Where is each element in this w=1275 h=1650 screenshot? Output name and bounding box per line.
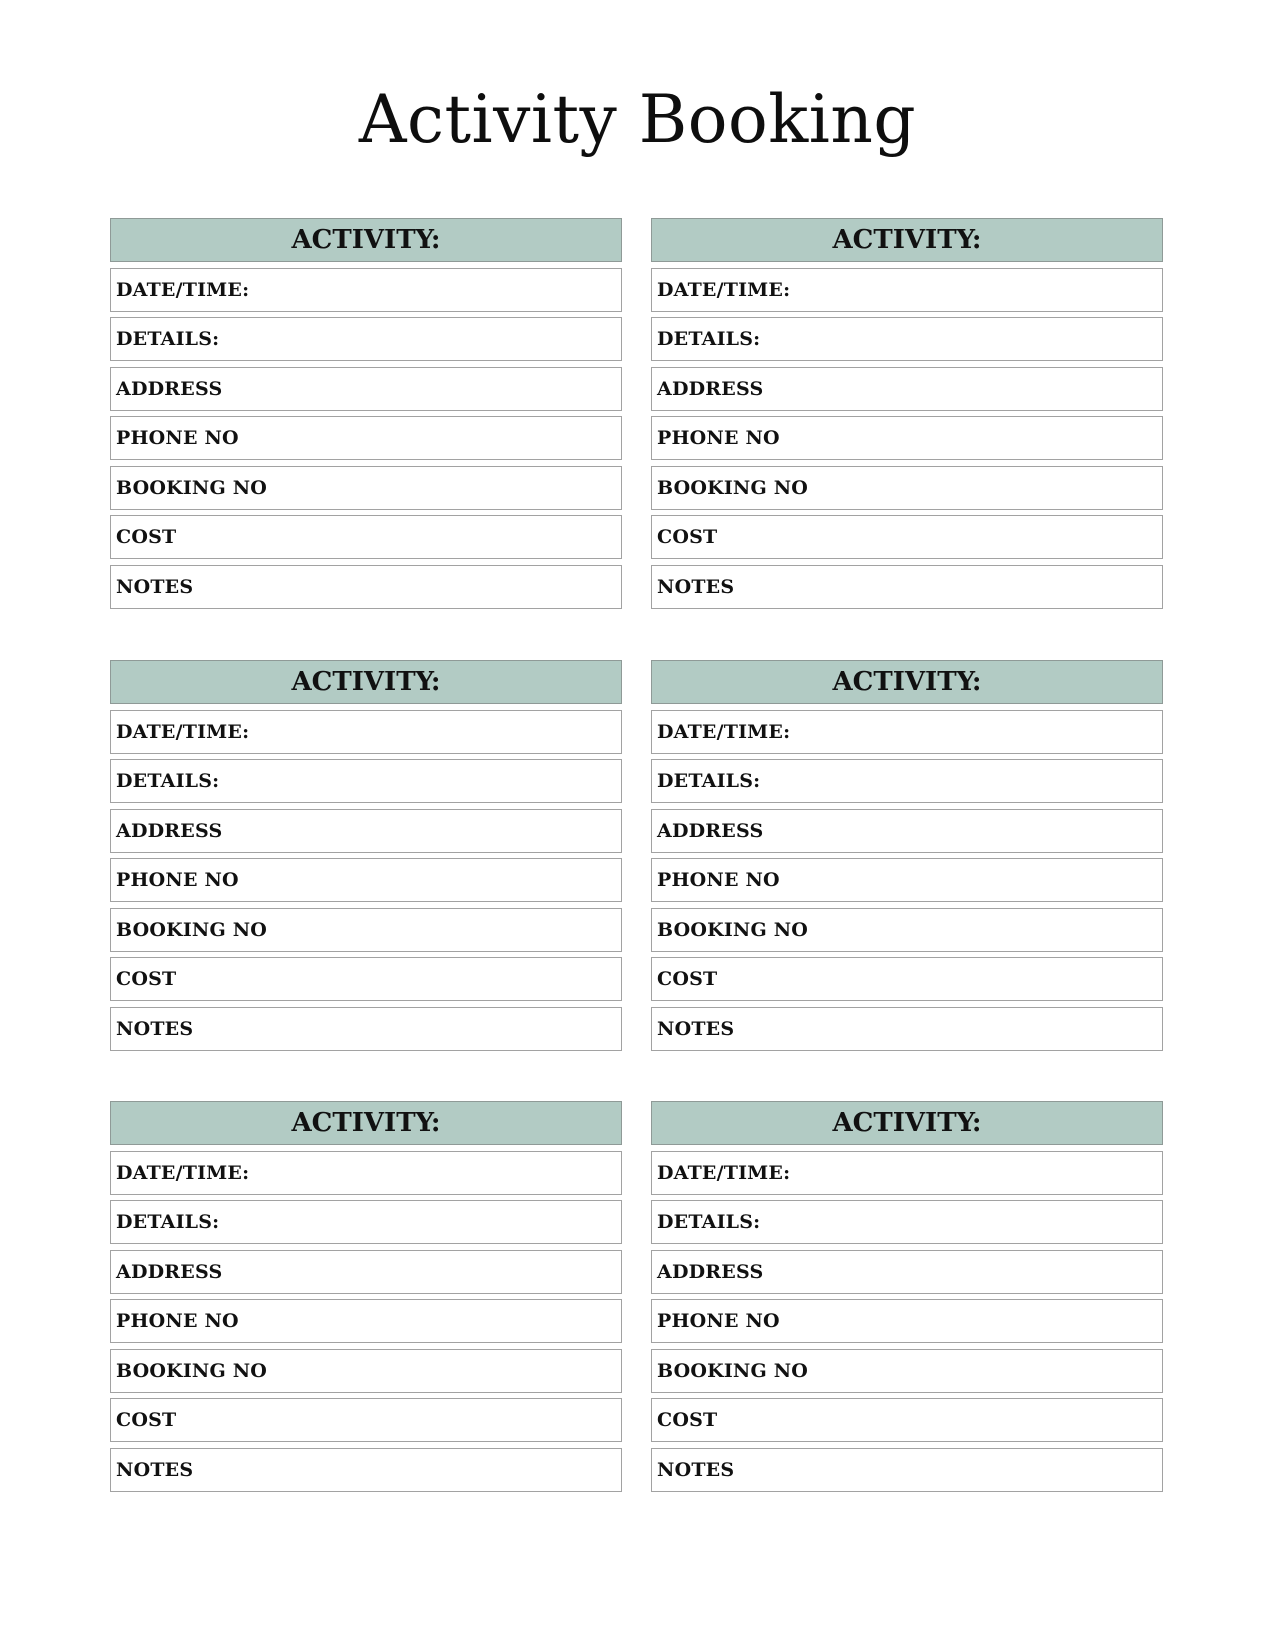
phone-no-label: PHONE NO (657, 869, 780, 891)
cost-label: COST (657, 526, 718, 548)
page-title: Activity Booking (358, 81, 917, 158)
date-time-field[interactable] (651, 710, 1163, 754)
address-field[interactable] (110, 809, 622, 853)
notes-label: NOTES (116, 575, 194, 598)
booking-no-label: BOOKING NO (657, 476, 809, 499)
booking-no-label: BOOKING NO (657, 1359, 809, 1382)
date-time-label: DATE/TIME: (657, 278, 791, 301)
details-label: DETAILS: (116, 328, 220, 350)
date-time-label: DATE/TIME: (116, 1161, 250, 1184)
details-field[interactable] (110, 317, 622, 361)
booking-no-label: BOOKING NO (116, 918, 268, 941)
notes-field[interactable] (110, 565, 622, 609)
date-time-label: DATE/TIME: (657, 1161, 791, 1184)
phone-no-field[interactable] (651, 416, 1163, 460)
activity-header: ACTIVITY: (110, 660, 622, 704)
phone-no-label: PHONE NO (116, 427, 239, 449)
date-time-field[interactable] (110, 1151, 622, 1195)
cost-label: COST (657, 1409, 718, 1431)
notes-field[interactable] (651, 1448, 1163, 1492)
phone-no-label: PHONE NO (116, 869, 239, 891)
phone-no-field[interactable] (110, 1299, 622, 1343)
activity-card-5 (110, 1101, 622, 1492)
date-time-field[interactable] (110, 268, 622, 312)
phone-no-field[interactable] (110, 416, 622, 460)
phone-no-label: PHONE NO (657, 427, 780, 449)
address-label: ADDRESS (657, 1260, 764, 1283)
address-label: ADDRESS (116, 819, 223, 842)
booking-no-field[interactable] (651, 908, 1163, 952)
date-time-field[interactable] (651, 1151, 1163, 1195)
cost-field[interactable] (110, 957, 622, 1001)
activity-header: ACTIVITY: (651, 1101, 1163, 1145)
booking-no-label: BOOKING NO (116, 476, 268, 499)
details-field[interactable] (110, 759, 622, 803)
address-label: ADDRESS (116, 377, 223, 400)
activity-header: ACTIVITY: (110, 1101, 622, 1145)
cost-field[interactable] (651, 1398, 1163, 1442)
cost-field[interactable] (651, 957, 1163, 1001)
address-label: ADDRESS (657, 377, 764, 400)
cost-label: COST (116, 968, 177, 990)
activity-card-2 (651, 218, 1163, 609)
address-field[interactable] (651, 367, 1163, 411)
details-label: DETAILS: (657, 1211, 761, 1233)
booking-no-field[interactable] (110, 908, 622, 952)
cost-label: COST (657, 968, 718, 990)
cost-label: COST (116, 1409, 177, 1431)
address-field[interactable] (110, 367, 622, 411)
activity-header: ACTIVITY: (651, 218, 1163, 262)
phone-no-field[interactable] (651, 858, 1163, 902)
booking-no-field[interactable] (110, 466, 622, 510)
phone-no-label: PHONE NO (657, 1310, 780, 1332)
address-label: ADDRESS (657, 819, 764, 842)
activity-header: ACTIVITY: (110, 218, 622, 262)
activity-card-3 (110, 660, 622, 1051)
details-field[interactable] (110, 1200, 622, 1244)
activity-header: ACTIVITY: (651, 660, 1163, 704)
activity-card-6 (651, 1101, 1163, 1492)
notes-field[interactable] (651, 565, 1163, 609)
notes-label: NOTES (116, 1017, 194, 1040)
booking-no-field[interactable] (651, 1349, 1163, 1393)
booking-no-label: BOOKING NO (116, 1359, 268, 1382)
address-field[interactable] (651, 1250, 1163, 1294)
details-label: DETAILS: (116, 1211, 220, 1233)
details-field[interactable] (651, 759, 1163, 803)
date-time-label: DATE/TIME: (657, 720, 791, 743)
date-time-label: DATE/TIME: (116, 720, 250, 743)
cost-field[interactable] (110, 1398, 622, 1442)
cost-field[interactable] (651, 515, 1163, 559)
details-field[interactable] (651, 317, 1163, 361)
notes-field[interactable] (110, 1448, 622, 1492)
notes-label: NOTES (657, 1458, 735, 1481)
phone-no-field[interactable] (651, 1299, 1163, 1343)
notes-label: NOTES (657, 575, 735, 598)
date-time-field[interactable] (110, 710, 622, 754)
cost-label: COST (116, 526, 177, 548)
activity-card-1 (110, 218, 622, 609)
cost-field[interactable] (110, 515, 622, 559)
phone-no-label: PHONE NO (116, 1310, 239, 1332)
phone-no-field[interactable] (110, 858, 622, 902)
booking-no-field[interactable] (110, 1349, 622, 1393)
date-time-field[interactable] (651, 268, 1163, 312)
details-field[interactable] (651, 1200, 1163, 1244)
notes-label: NOTES (116, 1458, 194, 1481)
address-label: ADDRESS (116, 1260, 223, 1283)
details-label: DETAILS: (657, 770, 761, 792)
date-time-label: DATE/TIME: (116, 278, 250, 301)
booking-no-field[interactable] (651, 466, 1163, 510)
details-label: DETAILS: (657, 328, 761, 350)
address-field[interactable] (110, 1250, 622, 1294)
notes-field[interactable] (110, 1007, 622, 1051)
notes-label: NOTES (657, 1017, 735, 1040)
address-field[interactable] (651, 809, 1163, 853)
details-label: DETAILS: (116, 770, 220, 792)
booking-no-label: BOOKING NO (657, 918, 809, 941)
notes-field[interactable] (651, 1007, 1163, 1051)
activity-card-4 (651, 660, 1163, 1051)
